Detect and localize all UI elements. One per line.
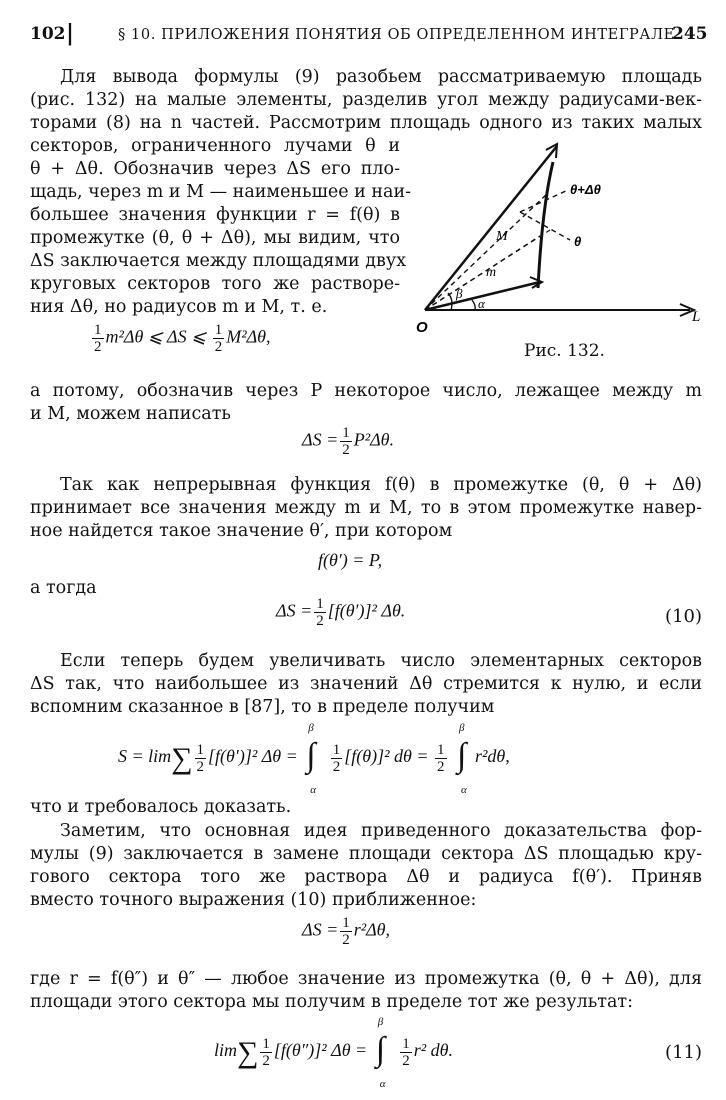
para5-line2: мулы (9) заключается в замене площади сектора ΔS площадью кру-	[30, 844, 702, 864]
para4-line1: Если теперь будем увеличивать число элементарных секторов	[60, 651, 702, 671]
equation-S-limit: S = lim∑ $\frac{1}{2}$ [f(θ′)]² Δθ = ∫ β α $\frac{1}{2}$ [f(θ)]² dθ = $\frac{1}{2}$ ∫ β α r²dθ,	[118, 722, 510, 796]
page-number-left: 102	[30, 24, 66, 44]
label-theta-dtheta: θ+Δθ	[570, 182, 601, 197]
frac-num: 1	[94, 322, 102, 338]
text-then: а тогда	[30, 578, 97, 598]
para3-line1: Так как непрерывная функция f(θ) в промежутке (θ, θ + Δθ)	[60, 475, 702, 495]
page-number-right: 245	[672, 24, 708, 44]
para1-line4: секторов, ограниченного лучами θ и	[30, 136, 400, 156]
para4-line3: вспомним сказанное в [87], то в пределе получим	[30, 697, 495, 717]
para6-line1: где r = f(θ″) и θ″ — любое значение из промежутка (θ, θ + Δθ), для	[30, 969, 702, 989]
para1-line7: большее значения функции r = f(θ) в	[30, 205, 400, 225]
text-qed: что и требовалось доказать.	[30, 797, 292, 817]
label-m: m	[486, 265, 497, 280]
para1-line9: ΔS заключается между площадями двух	[30, 251, 407, 271]
equation-p: ΔS = $\frac{1}{2}$ P²Δθ.	[302, 425, 395, 458]
para3-line3: ное найдется такое значение θ′, при котором	[30, 521, 453, 541]
equation-number-10: (10)	[665, 606, 702, 627]
dashed-M	[425, 193, 548, 310]
para5-line1: Заметим, что основная идея приведенного доказательства фор-	[60, 821, 702, 841]
para2-line1: а потому, обозначив через P некоторое число, лежащее между m	[30, 381, 702, 401]
para1-line5: θ + Δθ. Обозначив через ΔS его пло-	[30, 159, 400, 179]
label-beta: β	[456, 286, 463, 301]
eq-lhs: ΔS =	[302, 429, 339, 450]
para4-line2: ΔS так, что наибольшее из значений Δθ стремится к нулю, и если	[30, 674, 702, 694]
para1-line10: круговых секторов того же растворе-	[30, 274, 400, 294]
ineq-right: M²Δθ,	[226, 326, 271, 347]
label-L: L	[692, 309, 701, 325]
fraction-half	[213, 322, 225, 355]
arc-alpha	[472, 300, 475, 310]
fraction-half	[92, 322, 104, 355]
para1-line8: промежутке (θ, θ + Δθ), мы видим, что	[30, 228, 400, 248]
integral-sign: ∫ β α	[375, 1016, 386, 1090]
equation-inequality	[90, 322, 271, 355]
figure-caption: Рис. 132.	[524, 341, 605, 361]
label-M: M	[496, 229, 508, 244]
header-rule: |	[66, 20, 75, 46]
para5-line4: вместо точного выражения (10) приближенное:	[30, 890, 477, 910]
frac-den: 2	[214, 339, 223, 355]
para1-line6: щадь, через m и M — наименьшее и наи-	[30, 182, 412, 202]
para3-line2: принимает все значения между m и M, то в этом промежутке навер-	[30, 498, 702, 518]
integral-sign: ∫ β α	[457, 722, 467, 796]
para1-line1: Для вывода формулы (9) разобьем рассматриваемую площадь	[60, 67, 702, 87]
frac-den: 2	[94, 339, 102, 355]
para2-line2: и M, можем написать	[30, 404, 231, 424]
running-title: § 10. ПРИЛОЖЕНИЯ ПОНЯТИЯ ОБ ОПРЕДЕЛЕННОМ ИНТЕГРАЛЕ	[118, 27, 675, 43]
para1-line3: торами (8) на n частей. Рассмотрим площадь одного из таких малых	[30, 113, 702, 133]
label-origin: O	[416, 319, 428, 336]
eq-rhs: P²Δθ.	[353, 429, 395, 450]
equation-10: ΔS = $\frac{1}{2}$ [f(θ′)]² Δθ.	[276, 596, 406, 629]
para5-line3: гового сектора того же раствора Δθ и радиуса f(θ′). Приняв	[30, 867, 702, 887]
equation-11: lim∑ $\frac{1}{2}$ [f(θ″)]² Δθ = ∫ β α $\frac{1}{2}$ r² dθ.	[214, 1016, 453, 1090]
label-theta: θ	[574, 234, 582, 249]
integral-sign: ∫ β α	[306, 722, 317, 796]
para6-line2: площади этого сектора мы получим в пределе тот же результат:	[30, 992, 633, 1012]
figure-132	[410, 138, 710, 338]
equation-f-theta: f(θ′) = P,	[318, 550, 383, 570]
frac-num: 1	[214, 322, 223, 338]
ineq-left: m²Δθ ⩽ ΔS ⩽	[105, 326, 207, 347]
label-alpha: α	[478, 296, 485, 311]
equation-number-11: (11)	[665, 1042, 702, 1063]
sum-sign: ∑	[171, 742, 193, 776]
para1-line2: (рис. 132) на малые элементы, разделив угол между радиусами-век-	[30, 90, 702, 110]
curve	[538, 162, 553, 288]
para1-line11: ния Δθ, но радиусов m и M, т. е.	[30, 297, 328, 317]
equation-r: ΔS = $\frac{1}{2}$ r²Δθ,	[302, 915, 391, 948]
